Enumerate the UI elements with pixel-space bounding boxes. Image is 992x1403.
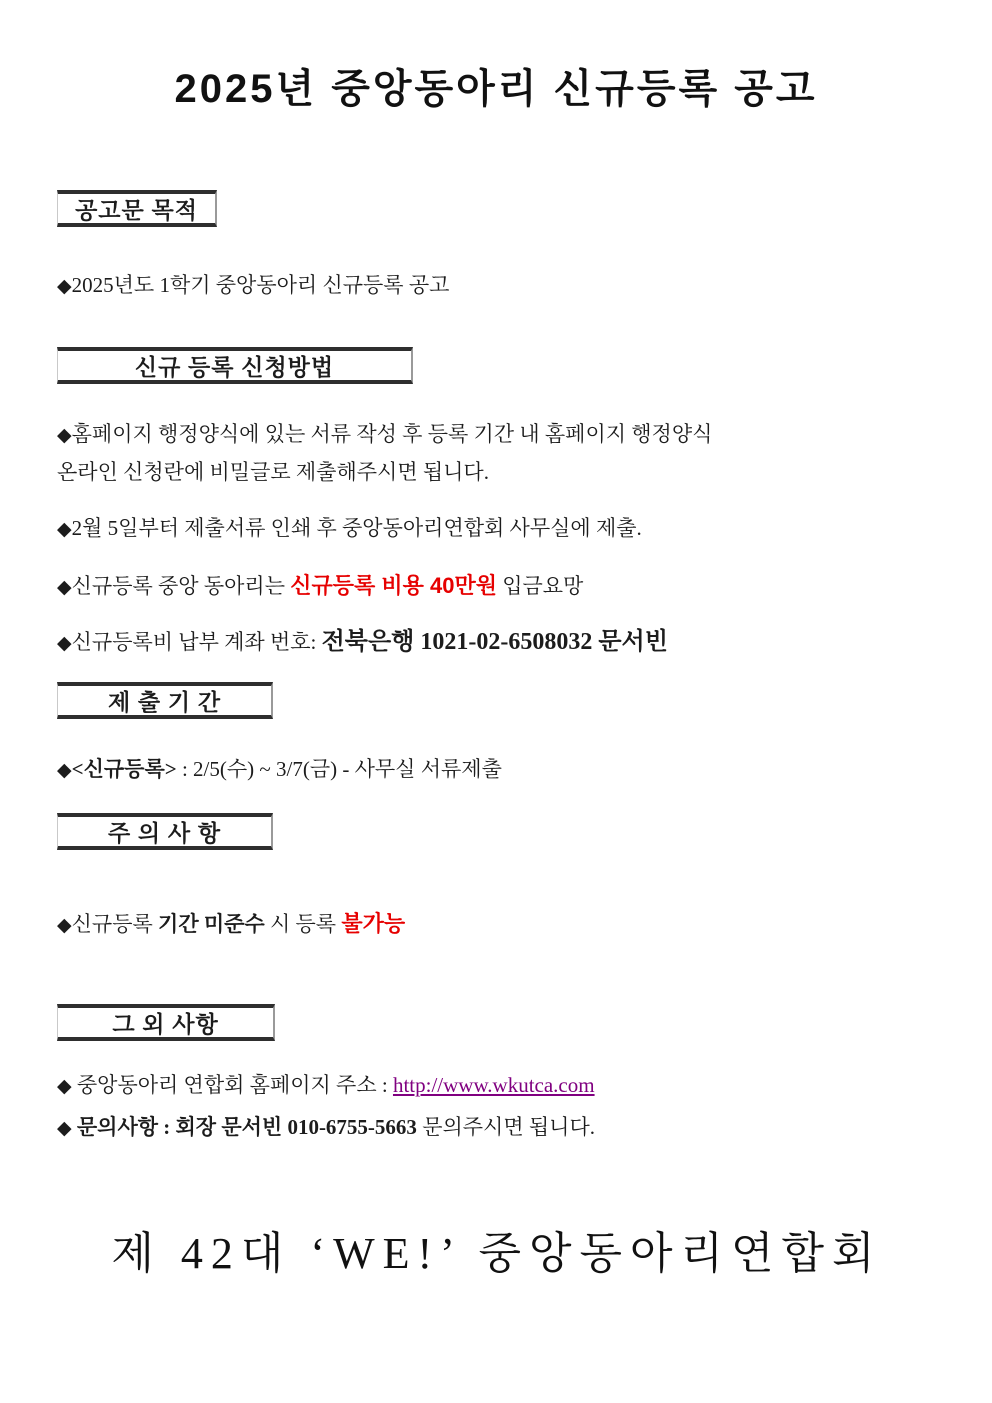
- others-bullet-contact: [57, 1113, 937, 1143]
- apply-bullet-fee-prefix: 신규등록 중앙 동아리는: [71, 574, 291, 598]
- period-bullet-dates: : 2/5(수) ~ 3/7(금) - 사무실 서류제출: [176, 757, 502, 781]
- apply-bullet-account: [57, 628, 937, 658]
- section-heading-purpose-label: 공고문 목적: [75, 198, 198, 223]
- period-bullet: [57, 755, 937, 785]
- purpose-bullet-text: 2025년도 1학기 중앙동아리 신규등록 공고: [71, 273, 450, 297]
- section-heading-others-label: 그 외 사항: [112, 1012, 219, 1037]
- section-heading-purpose: [57, 190, 217, 227]
- document-body: [0, 190, 992, 1281]
- diamond-bullet-icon: ◆: [57, 577, 72, 598]
- diamond-bullet-icon: ◆: [57, 633, 72, 654]
- apply-bullet-account-prefix: 신규등록비 납부 계좌 번호:: [71, 630, 322, 654]
- caution-impossible-highlight: 불가능: [341, 911, 406, 936]
- apply-bullet-homepage-line2: 온라인 신청란에 비밀글로 제출해주시면 됩니다.: [57, 460, 489, 484]
- diamond-bullet-icon: ◆: [57, 1076, 72, 1097]
- caution-bullet-prefix: 신규등록: [71, 912, 159, 936]
- contact-info-bold: 문의사항 : 회장 문서빈 010-6755-5663: [71, 1115, 417, 1139]
- section-heading-submission-period: [57, 682, 273, 719]
- apply-bullet-print-submit-text: 2월 5일부터 제출서류 인쇄 후 중앙동아리연합회 사무실에 제출.: [71, 516, 642, 540]
- diamond-bullet-icon: ◆: [57, 915, 72, 936]
- diamond-bullet-icon: ◆: [57, 276, 72, 297]
- apply-bullet-homepage: [57, 416, 877, 490]
- apply-bullet-fee: [57, 572, 937, 602]
- fee-amount-highlight: 신규등록 비용 40만원: [290, 573, 497, 598]
- section-heading-cautions: [57, 813, 273, 850]
- homepage-link[interactable]: http://www.wkutca.com: [392, 1073, 595, 1097]
- caution-noncompliance-bold: 기간 미준수: [158, 912, 265, 936]
- footer-organization: 제 42대 ‘WE!’ 중앙동아리연합회: [111, 1229, 883, 1278]
- section-heading-submission-period-label: 제 출 기 간: [107, 690, 222, 715]
- diamond-bullet-icon: ◆: [57, 425, 72, 446]
- bank-account-number: 전북은행 1021-02-6508032 문서빈: [321, 629, 668, 655]
- period-bullet-label: <신규등록>: [71, 757, 177, 781]
- diamond-bullet-icon: ◆: [57, 1118, 72, 1139]
- apply-bullet-homepage-line1: 홈페이지 행정양식에 있는 서류 작성 후 등록 기간 내 홈페이지 행정양식: [71, 422, 713, 446]
- section-heading-cautions-label: 주 의 사 항: [107, 821, 222, 846]
- document-title: 2025년 중앙동아리 신규등록 공고: [174, 67, 818, 111]
- apply-bullet-print-submit: [57, 514, 937, 544]
- diamond-bullet-icon: ◆: [57, 760, 72, 781]
- caution-bullet-mid: 시 등록: [264, 912, 342, 936]
- purpose-bullet: [57, 271, 937, 301]
- diamond-bullet-icon: ◆: [57, 519, 72, 540]
- others-homepage-label: 중앙동아리 연합회 홈페이지 주소 :: [71, 1073, 393, 1097]
- section-heading-how-to-apply-label: 신규 등록 신청방법: [134, 355, 335, 380]
- section-heading-others: [57, 1004, 275, 1041]
- contact-info-suffix: 문의주시면 됩니다.: [416, 1115, 595, 1139]
- others-bullet-homepage-url: [57, 1071, 937, 1101]
- section-heading-how-to-apply: [57, 347, 413, 384]
- apply-bullet-fee-suffix: 입금요망: [496, 574, 584, 598]
- caution-bullet: [57, 910, 937, 940]
